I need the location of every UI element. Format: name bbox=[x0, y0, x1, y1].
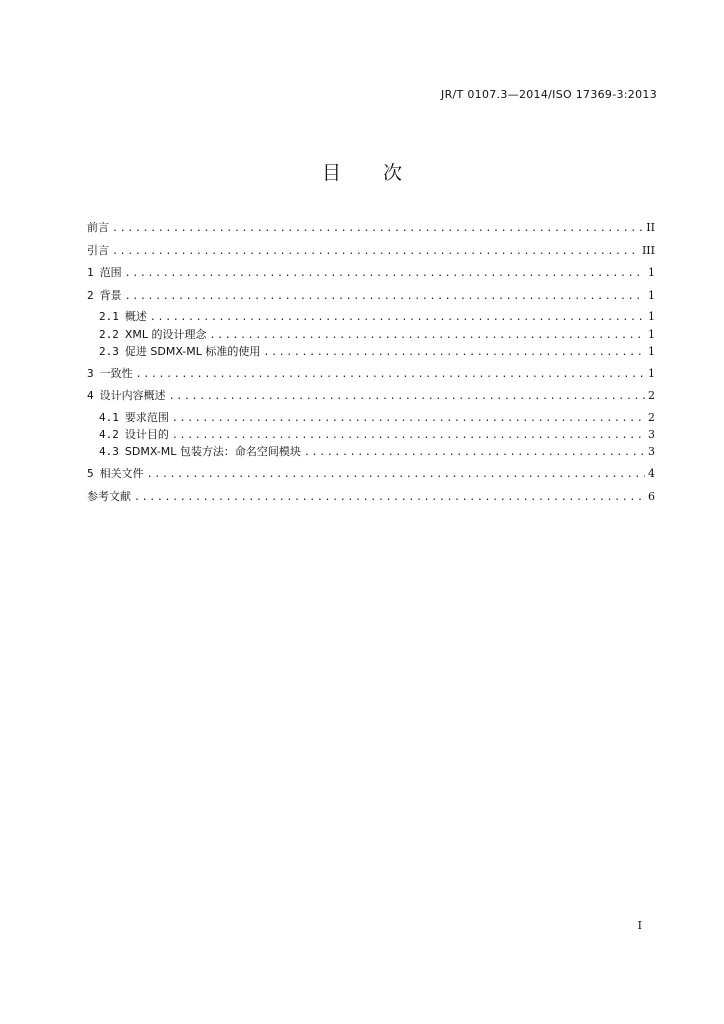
toc-entry-text: 一致性 bbox=[99, 366, 133, 380]
toc-entry-number: 5 bbox=[87, 467, 94, 481]
toc-leader-dots bbox=[169, 387, 645, 407]
toc-entry-number: 3 bbox=[87, 366, 94, 380]
toc-entry-page: 1 bbox=[648, 327, 655, 341]
toc-entry-number: 2.1 bbox=[99, 310, 119, 324]
toc-entry-label bbox=[99, 343, 260, 360]
toc-entry-text: 设计内容概述 bbox=[99, 389, 166, 403]
toc-entry-page: 2 bbox=[648, 389, 655, 403]
toc-entry-text: 设计目的 bbox=[124, 428, 169, 442]
toc-entry-number: 2 bbox=[87, 288, 94, 302]
toc-entry-label bbox=[99, 326, 207, 343]
toc-entry-xml-design[interactable] bbox=[87, 326, 655, 343]
toc-entry-number: 4.3 bbox=[99, 445, 119, 459]
toc-leader-dots bbox=[172, 427, 645, 444]
toc-leader-dots bbox=[150, 309, 645, 326]
toc-entry-sdmx-ml-usage[interactable] bbox=[87, 343, 655, 360]
toc-entry-background[interactable] bbox=[87, 286, 655, 306]
toc-leader-dots bbox=[134, 488, 645, 508]
toc-entry-page: 1 bbox=[648, 344, 655, 358]
toc-title: 目 次 bbox=[321, 162, 403, 184]
toc-leader-dots bbox=[125, 287, 645, 307]
toc-entry-bibliography[interactable] bbox=[87, 487, 655, 507]
toc-entry-page: 2 bbox=[648, 410, 655, 424]
toc-entry-text: XML 的设计理念 bbox=[124, 327, 207, 341]
toc-entry-number: 2.2 bbox=[99, 327, 119, 341]
toc-entry-conformance[interactable] bbox=[87, 364, 655, 384]
toc-entry-packaging-method[interactable] bbox=[87, 443, 655, 460]
toc-entry-requirement-scope[interactable] bbox=[87, 409, 655, 426]
toc-entry-related-files[interactable] bbox=[87, 464, 655, 484]
toc-entry-page: II bbox=[646, 221, 655, 234]
toc-entry-label bbox=[87, 464, 144, 484]
toc-entry-label bbox=[87, 386, 166, 406]
toc-entry-label bbox=[87, 263, 122, 283]
toc-entry-foreword[interactable] bbox=[87, 218, 655, 238]
toc-entry-number: 2.3 bbox=[99, 344, 119, 358]
toc-entry-text: 背景 bbox=[99, 288, 122, 302]
toc-entry-introduction[interactable] bbox=[87, 241, 655, 261]
toc-entry-label bbox=[87, 364, 133, 384]
toc-entry-page: 3 bbox=[648, 428, 655, 442]
toc-leader-dots bbox=[112, 219, 643, 239]
toc-entry-design-purpose[interactable] bbox=[87, 426, 655, 443]
toc-entry-label bbox=[99, 443, 301, 460]
toc-entry-page: 1 bbox=[648, 310, 655, 324]
toc-entry-label: 参考文献 bbox=[87, 489, 131, 503]
page-number: I bbox=[637, 919, 642, 932]
toc-leader-dots bbox=[263, 344, 645, 361]
table-of-contents bbox=[87, 218, 655, 510]
toc-entry-label bbox=[99, 426, 169, 443]
toc-entry-page: 1 bbox=[648, 266, 655, 280]
toc-entry-label bbox=[99, 409, 169, 426]
toc-entry-scope[interactable] bbox=[87, 263, 655, 283]
toc-entry-page: 4 bbox=[648, 467, 655, 481]
toc-entry-text: 概述 bbox=[124, 310, 147, 324]
toc-entry-text: 范围 bbox=[99, 266, 122, 280]
toc-entry-text: 相关文件 bbox=[99, 467, 144, 481]
toc-entry-number: 4.2 bbox=[99, 428, 119, 442]
toc-entry-page: 1 bbox=[648, 288, 655, 302]
toc-entry-overview[interactable] bbox=[87, 308, 655, 325]
toc-entry-label: 前言 bbox=[87, 221, 109, 234]
toc-entry-number: 1 bbox=[87, 266, 94, 280]
toc-entry-label bbox=[99, 308, 147, 325]
toc-leader-dots bbox=[147, 465, 645, 485]
toc-entry-page: III bbox=[641, 243, 655, 257]
toc-leader-dots bbox=[304, 444, 645, 461]
toc-entry-page: 3 bbox=[648, 445, 655, 459]
toc-entry-text: SDMX-ML 包装方法：命名空间模块 bbox=[124, 445, 301, 459]
toc-entry-label: 引言 bbox=[87, 243, 109, 257]
toc-leader-dots bbox=[125, 264, 645, 284]
toc-leader-dots bbox=[172, 410, 645, 427]
toc-entry-number: 4 bbox=[87, 389, 94, 403]
toc-entry-page: 6 bbox=[648, 489, 655, 503]
toc-entry-number: 4.1 bbox=[99, 410, 119, 424]
toc-leader-dots bbox=[210, 327, 645, 344]
toc-entry-label bbox=[87, 286, 122, 306]
toc-entry-design-overview[interactable] bbox=[87, 386, 655, 406]
toc-entry-text: 促进 SDMX-ML 标准的使用 bbox=[124, 344, 261, 358]
toc-leader-dots bbox=[112, 242, 639, 262]
toc-entry-text: 要求范围 bbox=[124, 410, 169, 424]
standard-code-header: JR/T 0107.3—2014/ISO 17369-3:2013 bbox=[441, 88, 657, 101]
toc-entry-page: 1 bbox=[648, 366, 655, 380]
toc-leader-dots bbox=[136, 365, 645, 385]
